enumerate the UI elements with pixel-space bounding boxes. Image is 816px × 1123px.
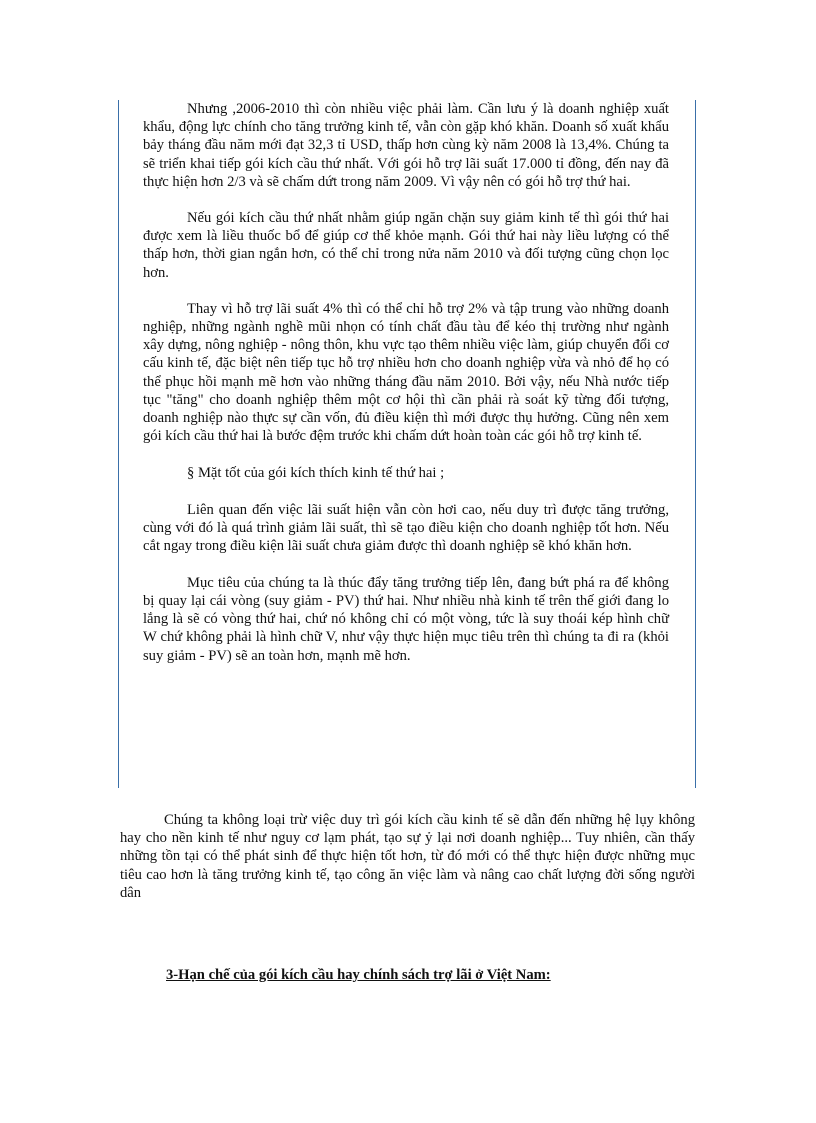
- paragraph-1: Nhưng ,2006-2010 thì còn nhiều việc phải làm. Cần lưu ý là doanh nghiệp xuất khẩu, động lực chính cho tăng trưởng kinh tế, vẫn còn gặp khó khăn. Doanh số xuất khẩu bảy tháng đầu năm mới đạt 32,3 tỉ USD, thấp hơn cùng kỳ năm 2008 là 13,4%. Chúng ta sẽ triển khai tiếp gói kích cầu thứ nhất. Với gói hỗ trợ lãi suất 17.000 tỉ đồng, đến nay đã thực hiện hơn 2/3 và sẽ chấm dứt trong năm 2009. Vì vậy nên có gói hỗ trợ thứ hai.: [143, 101, 669, 190]
- paragraph-5: Mục tiêu của chúng ta là thúc đẩy tăng trưởng tiếp lên, đang bứt phá ra để không bị quay lại cái vòng (suy giảm - PV) thứ hai. Như nhiều nhà kinh tế trên thế giới đang lo lắng là sẽ có vòng thứ hai, chứ nó không chỉ có một vòng, tức là suy thoái kép hình chữ W chứ không phải là hình chữ V, như vậy thực hiện mục tiêu trên thì chúng ta đi ra (khỏi suy giảm - PV) sẽ an toàn hơn, mạnh mẽ hơn.: [143, 574, 669, 664]
- paragraph-3: Thay vì hỗ trợ lãi suất 4% thì có thể chỉ hỗ trợ 2% và tập trung vào những doanh nghiệp, những ngành nghề mũi nhọn có tính chất đầu tàu để kéo thị trường như ngành xây dựng, nông nghiệp - nông thôn, khu vực tạo thêm nhiều việc làm, giúp chuyển đổi cơ cấu kinh tế, đặc biệt nên tiếp tục hỗ trợ nhiều hơn cho doanh nghiệp vừa và nhỏ để họ có thể phục hồi mạnh mẽ hơn vào những tháng đầu năm 2010. Bởi vậy, nếu Nhà nước tiếp tục "tăng" cho doanh nghiệp thêm một cơ hội thì cần phải rà soát kỹ từng đối tượng, doanh nghiệp nào thực sự cần vốn, đủ điều kiện thì mới được thụ hưởng. Cũng nên xem gói kích cầu thứ hai là bước đệm trước khi chấm dứt hoàn toàn các gói hỗ trợ kinh tế.: [143, 300, 669, 445]
- section-heading: 3-Hạn chế của gói kích cầu hay chính sách trợ lãi ở Việt Nam:: [166, 967, 551, 983]
- paragraph-gap: [143, 555, 669, 574]
- paragraph-gap: [143, 445, 669, 464]
- paragraph-6: Chúng ta không loại trừ việc duy trì gói kích cầu kinh tế sẽ dẫn đến những hệ lụy không hay cho nền kinh tế như nguy cơ lạm phát, tạo sự ỷ lại nơi doanh nghiệp... Tuy nhiên, cần thấy những tồn tại có thể phát sinh để thực hiện tốt hơn, từ đó mới có thể thực hiện được những mục tiêu cao hơn là tăng trưởng kinh tế, tạo công ăn việc làm và nâng cao chất lượng đời sống người dân: [120, 812, 695, 901]
- text-frame: [118, 100, 696, 788]
- paragraph-gap: [143, 282, 669, 300]
- paragraph-gap: [143, 191, 669, 209]
- body-text-outside-frame: [120, 811, 695, 902]
- frame-content: [143, 100, 669, 665]
- paragraph-2: Nếu gói kích cầu thứ nhất nhằm giúp ngăn chặn suy giảm kinh tế thì gói thứ hai được xem là liều thuốc bổ để giúp cơ thể khỏe mạnh. Gói thứ hai này liều lượng có thể thấp hơn, thời gian ngắn hơn, có thể chỉ trong nửa năm 2010 và đối tượng cũng chọn lọc hơn.: [143, 210, 669, 281]
- paragraph-gap: [143, 482, 669, 501]
- section-bullet: § Mặt tốt của gói kích thích kinh tế thứ hai ;: [187, 464, 445, 481]
- paragraph-4: Liên quan đến việc lãi suất hiện vẫn còn hơi cao, nếu duy trì được tăng trưởng, cùng với đó là quá trình giảm lãi suất, thì sẽ tạo điều kiện cho doanh nghiệp tốt hơn. Nếu cắt ngay trong điều kiện lãi suất chưa giảm được thì doanh nghiệp sẽ khó khăn hơn.: [143, 501, 669, 555]
